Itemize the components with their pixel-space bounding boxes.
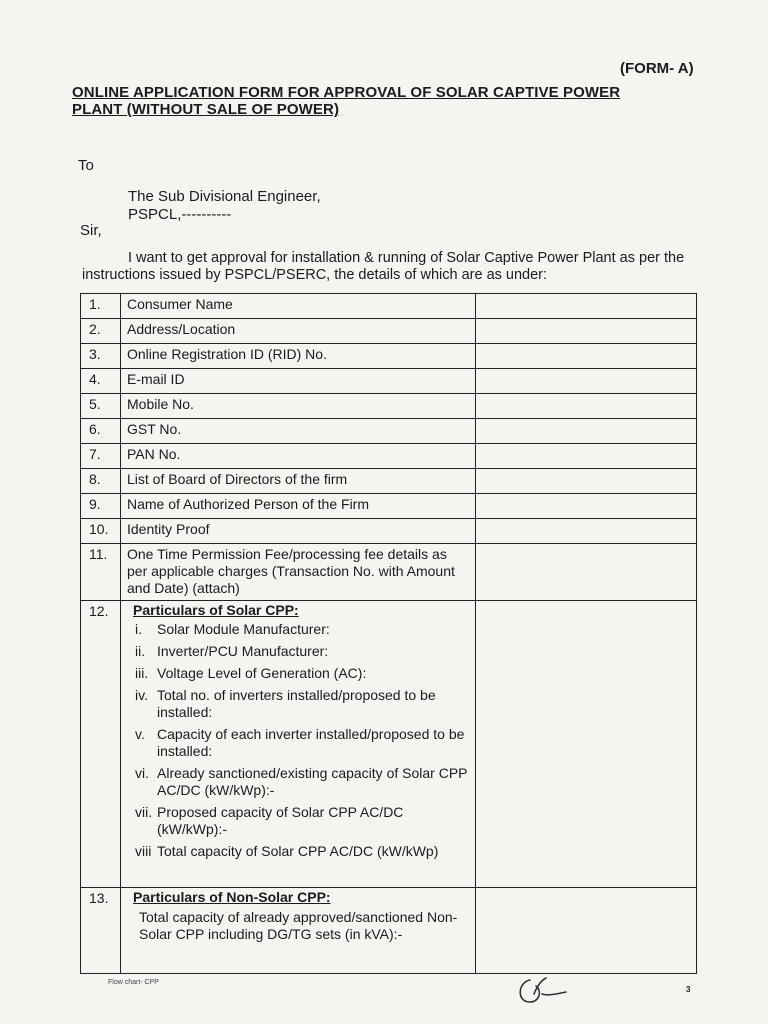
row-label: Identity Proof — [121, 519, 476, 544]
row-label: One Time Permission Fee/processing fee details as per applicable charges (Transaction No. with Amount and Date) (attach) — [121, 544, 476, 601]
solar-cpp-item — [135, 765, 471, 799]
row-value-cell[interactable] — [476, 519, 697, 544]
form-title-line-1: ONLINE APPLICATION FORM FOR APPROVAL OF SOLAR CAPTIVE POWER — [72, 84, 621, 101]
row-number: 6. — [81, 419, 121, 444]
item-text: Already sanctioned/existing capacity of Solar CPP AC/DC (kW/kWp):- — [157, 765, 468, 798]
row-label: PAN No. — [121, 444, 476, 469]
table-row — [81, 294, 697, 319]
addressee-block — [128, 188, 321, 224]
row-value-cell[interactable] — [476, 469, 697, 494]
to-label: To — [78, 157, 94, 174]
row-number: 12. — [81, 601, 121, 888]
non-solar-cpp-particulars — [121, 888, 476, 974]
intro-paragraph: I want to get approval for installation & running of Solar Captive Power Plant as per the instructions issued by PSPCL/PSERC, the details of which are as under: — [82, 250, 685, 283]
page-number: 3 — [686, 985, 691, 994]
item-numeral: i. — [135, 621, 142, 637]
row-number: 13. — [81, 888, 121, 974]
table-row — [81, 519, 697, 544]
row-value-cell[interactable] — [476, 444, 697, 469]
row-number: 8. — [81, 469, 121, 494]
form-title — [72, 84, 682, 118]
row-number: 11. — [81, 544, 121, 601]
non-solar-cpp-text: Total capacity of already approved/sanctioned Non-Solar CPP including DG/TG sets (in kVA):- — [139, 909, 458, 942]
row-value-cell[interactable] — [476, 419, 697, 444]
row-number: 4. — [81, 369, 121, 394]
row-value-cell[interactable] — [476, 319, 697, 344]
solar-cpp-item — [135, 687, 471, 721]
item-text: Total capacity of Solar CPP AC/DC (kW/kWp) — [157, 843, 439, 859]
solar-cpp-item — [135, 665, 471, 682]
row-number: 5. — [81, 394, 121, 419]
row-value-cell[interactable] — [476, 601, 697, 888]
table-row — [81, 469, 697, 494]
item-numeral: vi. — [135, 765, 149, 781]
item-numeral: ii. — [135, 643, 146, 659]
table-row — [81, 444, 697, 469]
addressee-line-2: PSPCL,---------- — [128, 206, 232, 223]
row-number: 7. — [81, 444, 121, 469]
row-number: 1. — [81, 294, 121, 319]
row-label: Consumer Name — [121, 294, 476, 319]
row-value-cell[interactable] — [476, 544, 697, 601]
details-table — [80, 293, 697, 974]
row-number: 3. — [81, 344, 121, 369]
solar-cpp-particulars — [121, 601, 476, 888]
item-text: Capacity of each inverter installed/proposed to be installed: — [157, 726, 465, 759]
row-label: Name of Authorized Person of the Firm — [121, 494, 476, 519]
item-numeral: v. — [135, 726, 145, 742]
table-row — [81, 369, 697, 394]
item-text: Solar Module Manufacturer: — [157, 621, 330, 637]
table-row — [81, 494, 697, 519]
non-solar-cpp-row — [81, 888, 697, 974]
row-number: 2. — [81, 319, 121, 344]
solar-cpp-item — [135, 621, 471, 638]
solar-cpp-item — [135, 843, 471, 860]
solar-cpp-heading: Particulars of Solar CPP: — [133, 602, 299, 618]
form-identifier: (FORM- A) — [620, 60, 694, 77]
row-label: GST No. — [121, 419, 476, 444]
item-text: Inverter/PCU Manufacturer: — [157, 643, 329, 659]
row-value-cell[interactable] — [476, 294, 697, 319]
row-number: 9. — [81, 494, 121, 519]
table-row — [81, 419, 697, 444]
item-text: Voltage Level of Generation (AC): — [157, 665, 367, 681]
row-value-cell[interactable] — [476, 344, 697, 369]
solar-cpp-item — [135, 804, 471, 838]
table-row — [81, 319, 697, 344]
row-label: Mobile No. — [121, 394, 476, 419]
non-solar-cpp-heading: Particulars of Non-Solar CPP: — [133, 889, 331, 905]
signature-mark — [512, 972, 572, 1008]
item-numeral: vii. — [135, 804, 153, 820]
row-value-cell[interactable] — [476, 494, 697, 519]
item-text: Total no. of inverters installed/proposed to be installed: — [157, 687, 436, 720]
form-title-line-2: PLANT (WITHOUT SALE OF POWER) — [72, 101, 340, 118]
solar-cpp-row — [81, 601, 697, 888]
item-numeral: iii. — [135, 665, 149, 681]
table-row — [81, 344, 697, 369]
addressee-line-1: The Sub Divisional Engineer, — [128, 188, 321, 205]
item-text: Proposed capacity of Solar CPP AC/DC (kW/kWp):- — [157, 804, 404, 837]
solar-cpp-item — [135, 643, 471, 660]
row-label: E-mail ID — [121, 369, 476, 394]
salutation: Sir, — [80, 222, 102, 239]
row-number: 10. — [81, 519, 121, 544]
table-row — [81, 544, 697, 601]
solar-cpp-item — [135, 726, 471, 760]
row-label: Address/Location — [121, 319, 476, 344]
table-row — [81, 394, 697, 419]
row-label: Online Registration ID (RID) No. — [121, 344, 476, 369]
row-value-cell[interactable] — [476, 369, 697, 394]
row-label: List of Board of Directors of the firm — [121, 469, 476, 494]
footer-note: Flow chart- CPP — [108, 979, 159, 986]
row-value-cell[interactable] — [476, 888, 697, 974]
row-value-cell[interactable] — [476, 394, 697, 419]
item-numeral: viii — [135, 843, 152, 859]
item-numeral: iv. — [135, 687, 148, 703]
